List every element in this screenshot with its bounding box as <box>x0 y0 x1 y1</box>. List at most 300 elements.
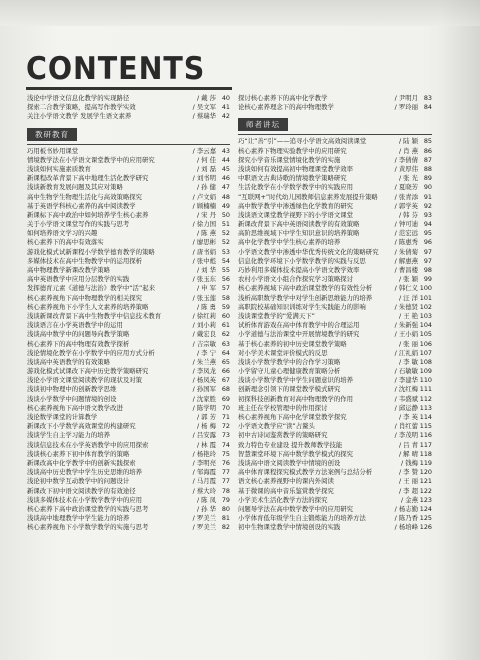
entry-author: / 孙 健 <box>197 183 216 192</box>
entry-page: 115 <box>419 422 432 431</box>
toc-entry <box>238 385 432 394</box>
toc-entry <box>238 441 432 450</box>
entry-page: 57 <box>221 284 230 293</box>
entry-author: / 朱德贤 <box>394 302 418 311</box>
entry-author: / 张中彪 <box>192 256 216 265</box>
entry-page: 110 <box>419 376 432 385</box>
toc-entry <box>238 459 432 468</box>
entry-page: 68 <box>221 385 230 394</box>
entry-page: 60 <box>221 311 230 320</box>
entry-page: 69 <box>221 394 230 403</box>
entry-title: 生活化教学在小学数学教学中的实践应用 <box>238 183 354 192</box>
toc-entry <box>238 174 432 183</box>
entry-page: 96 <box>423 238 432 247</box>
entry-author: / 顾楠楠 <box>192 201 216 210</box>
toc-entry <box>238 431 432 440</box>
entry-page: 50 <box>221 210 230 219</box>
entry-author: / 肖 燕 <box>399 146 418 155</box>
entry-page: 93 <box>423 210 432 219</box>
right-item-list <box>238 137 432 532</box>
toc-entry <box>27 303 230 312</box>
entry-author: / 杨 梅 <box>197 422 216 431</box>
entry-author: / 陈惠秀 <box>394 238 418 247</box>
toc-entry <box>27 321 230 330</box>
entry-title: 探讨核心素养下的高中化学教学 <box>238 94 328 102</box>
entry-author: / 林 霞 <box>197 440 216 449</box>
left-intro-list <box>27 94 230 122</box>
entry-author: / 申 军 <box>197 284 216 293</box>
entry-title: 高阶思维视域下中学生知识意识的培养策略 <box>238 229 360 238</box>
entry-title: 浅谈高中英语教学的有效策略 <box>27 357 111 366</box>
toc-entry <box>238 487 432 496</box>
toc-entry <box>238 496 432 505</box>
entry-author: / 戴 莎 <box>197 94 216 102</box>
entry-title: 语文核心素养视野中的课内外阅读 <box>238 477 334 486</box>
entry-page: 126 <box>419 523 432 532</box>
entry-page: 77 <box>221 477 230 486</box>
contents-header <box>26 51 236 92</box>
entry-author: / 刘 磊 <box>197 164 216 173</box>
entry-page: 66 <box>221 367 230 376</box>
entry-author: / 杨培峰 <box>394 523 418 532</box>
toc-entry <box>27 147 230 156</box>
toc-entry <box>27 284 230 293</box>
toc-entry <box>238 238 432 247</box>
toc-entry <box>27 349 230 358</box>
entry-author: / 吴文军 <box>192 103 216 112</box>
entry-author: / 沈红梅 <box>394 385 418 394</box>
entry-author: / 张玉东 <box>192 275 216 284</box>
page-top-band <box>0 0 480 26</box>
entry-author: / 李倩倩 <box>394 155 418 164</box>
entry-author: / 张 颖 <box>399 275 418 284</box>
entry-title: 小学留守儿童心理健康教育策略分析 <box>238 367 341 376</box>
entry-author: / 陈 凤 <box>197 495 216 504</box>
entry-author: / 解惠燕 <box>394 256 418 265</box>
entry-author: / 石敏敏 <box>394 367 418 376</box>
entry-title: 浅谈初中物理中的创新教学思维 <box>27 385 117 394</box>
entry-author: / 吕安露 <box>192 431 216 440</box>
entry-title: 小学道德与法治课堂中开展情境教学的研究 <box>238 330 360 339</box>
entry-page: 94 <box>423 220 432 229</box>
entry-title: 初中生物课堂教学中情境创设的实践 <box>238 523 341 532</box>
entry-title: 情境教学法在小学语文课堂教学中的应用研究 <box>27 155 155 164</box>
toc-entry <box>27 514 230 523</box>
entry-author: / 李 英 <box>399 413 418 421</box>
entry-page: 75 <box>221 449 230 458</box>
toc-entry <box>27 523 230 532</box>
entry-title: 新课标下高中政治中如何培养学生核心素养 <box>27 210 149 219</box>
entry-title: 基于英语学科核心素养的高中阅读教学 <box>27 201 136 210</box>
toc-entry <box>27 441 230 450</box>
toc-entry <box>27 312 230 321</box>
entry-title: 巧“让”善“引”——追寻小学语文高效阅读课堂 <box>238 137 367 146</box>
entry-title: 信息化教学环境下小学数学教学的实践与反思 <box>238 256 366 265</box>
entry-page: 108 <box>419 357 432 366</box>
entry-page: 106 <box>419 339 432 348</box>
entry-page: 118 <box>419 449 432 458</box>
entry-author: / 戴宏良 <box>192 330 216 339</box>
toc-entry <box>238 183 432 192</box>
entry-page: 100 <box>419 284 432 293</box>
toc-entry <box>238 165 432 174</box>
entry-page: 122 <box>419 486 432 495</box>
entry-author: / 杨志勤 <box>394 504 418 513</box>
entry-page: 64 <box>221 348 230 357</box>
toc-entry <box>238 257 432 266</box>
section-heading-left: 教研教育 <box>27 128 77 141</box>
toc-entry <box>238 248 432 257</box>
entry-title: 浅谈语文课堂教学视野下的小学语文课堂 <box>238 210 354 219</box>
toc-entry <box>238 404 432 413</box>
toc-entry <box>27 248 230 257</box>
entry-author: / 罗美兰 <box>192 514 216 523</box>
entry-author: / 徐红莉 <box>192 311 216 320</box>
entry-title: 浅论数学课堂的计算教学 <box>27 413 98 421</box>
entry-page: 98 <box>423 266 432 274</box>
entry-page: 47 <box>221 183 230 192</box>
entry-author: / 朱新强 <box>394 321 418 330</box>
entry-author: / 唐书娟 <box>192 247 216 256</box>
toc-entry <box>238 275 432 284</box>
entry-title: 核心素养视角下小学生人文素养的培养策略 <box>27 302 149 311</box>
entry-title: 浅谈高中地理教学中学生能力的培养 <box>27 514 130 523</box>
entry-page: 97 <box>423 256 432 265</box>
entry-page: 112 <box>419 394 432 403</box>
entry-title: 高中化学教学中学生核心素养的培养 <box>238 238 341 247</box>
entry-title: 浅谈小学数学中问题情境的创设 <box>27 394 117 403</box>
entry-author: / 夏晓芳 <box>394 183 418 192</box>
toc-entry <box>238 229 432 238</box>
entry-page: 45 <box>221 164 230 173</box>
entry-author: / 韩 芬 <box>399 210 418 219</box>
entry-title: 基于微课的高中音乐鉴赏教学探究 <box>238 486 334 495</box>
entry-author: / 金燕 <box>401 495 418 504</box>
entry-page: 73 <box>221 431 230 440</box>
entry-page: 55 <box>221 266 230 274</box>
entry-page: 52 <box>221 238 230 247</box>
entry-title: 浅谈语言在小学英语教学中的运用 <box>27 321 123 330</box>
entry-title: 浅谈高中数学中的问题导向教学策略 <box>27 330 130 339</box>
toc-entry <box>238 413 432 422</box>
entry-page: 104 <box>419 321 432 330</box>
entry-author: / 陈乃香 <box>394 514 418 523</box>
entry-title: 浅谈学生自主学习能力的培养 <box>27 431 111 440</box>
entry-page: 102 <box>419 302 432 311</box>
entry-page: 81 <box>221 514 230 523</box>
entry-title: 新课改下初中语文阅读教学的有效途径 <box>27 486 136 495</box>
page-title: CONTENTS <box>26 51 206 87</box>
entry-title: 小学语文教学应“读”占鳌头 <box>238 422 315 431</box>
entry-author: / 李茂明 <box>394 431 418 440</box>
entry-title: 小学语文教学中渗透中华优秀传统文化的策略研究 <box>238 247 379 256</box>
toc-entry <box>27 174 230 183</box>
entry-title: 高中物理教学新课改教学策略 <box>27 266 111 274</box>
title-underline <box>26 87 232 90</box>
right-intro-list <box>238 94 432 112</box>
toc-entry <box>27 404 230 413</box>
entry-title: 浅谈高中语文阅读教学中情境的创设 <box>238 458 341 467</box>
toc-entry <box>27 275 230 284</box>
section-rule-left <box>27 144 230 145</box>
entry-author: / 朱兰燕 <box>192 357 216 366</box>
entry-page: 76 <box>221 458 230 467</box>
entry-page: 61 <box>221 321 230 330</box>
entry-title: 浅论中学语文信息化教学的实现路径 <box>27 94 130 102</box>
toc-entry <box>238 395 432 404</box>
entry-page: 67 <box>221 376 230 385</box>
entry-author: / 刘小莉 <box>192 321 216 330</box>
entry-author: / 李 赞 <box>399 468 418 477</box>
entry-page: 42 <box>221 112 230 121</box>
entry-page: 48 <box>221 192 230 201</box>
entry-title: 浅谈如何实施素质教育 <box>27 164 91 173</box>
entry-author: / 陈 燕 <box>197 229 216 238</box>
entry-title: 浅论初中数学互动教学中的问题设计 <box>27 477 130 486</box>
toc-entry <box>27 413 230 422</box>
entry-page: 91 <box>423 192 432 201</box>
toc-entry <box>27 367 230 376</box>
entry-page: 116 <box>419 431 432 440</box>
toc-entry <box>238 103 432 112</box>
entry-page: 120 <box>419 468 432 477</box>
left-item-list <box>27 147 230 533</box>
entry-author: / 蔡大玲 <box>192 486 216 495</box>
entry-author: / 刘书明 <box>192 174 216 183</box>
entry-author: / 吉宗敏 <box>192 339 216 348</box>
entry-author: / 李 超 <box>399 486 418 495</box>
toc-entry <box>27 468 230 477</box>
entry-author: / 尹明月 <box>394 94 418 102</box>
toc-entry <box>238 358 432 367</box>
entry-title: 初中古诗词鉴赏教学的策略研究 <box>238 431 328 440</box>
entry-title: 小学体育低年级学生自主锻炼能力的培养方法 <box>238 514 366 523</box>
entry-author: / 郭学英 <box>394 201 418 210</box>
entry-title: 关注小学语文教学 发展学生语文素养 <box>27 112 132 121</box>
entry-title: 浅论小学语文课堂阅读教学的现状及对策 <box>27 376 143 385</box>
toc-entry <box>238 477 432 486</box>
entry-page: 90 <box>423 183 432 192</box>
toc-entry <box>238 422 432 431</box>
entry-author: / 李 宁 <box>197 348 216 357</box>
entry-author: / 杨艳玲 <box>192 449 216 458</box>
entry-author: / 陆 颖 <box>399 137 418 146</box>
entry-page: 97 <box>423 247 432 256</box>
entry-page: 99 <box>423 275 432 284</box>
entry-page: 114 <box>419 413 432 421</box>
entry-title: 浅谈高中历史教学中学生历史思维的培养 <box>27 468 143 477</box>
entry-title: 基于核心素养的初中历史课堂教学策略 <box>238 339 347 348</box>
entry-author: / 解 晴 <box>399 449 418 458</box>
entry-title: 中职语文古典诗歌的情境教学策略研究 <box>238 174 347 183</box>
toc-entry <box>238 367 432 376</box>
entry-title: 如何培养语文学习的兴趣 <box>27 229 98 238</box>
entry-page: 82 <box>221 523 230 532</box>
entry-page: 85 <box>423 137 432 146</box>
entry-page: 46 <box>221 174 230 183</box>
entry-author: / 张青添 <box>394 192 418 201</box>
toc-entry <box>27 376 230 385</box>
entry-title: 核心素养视角下高中语文教学改进 <box>27 403 123 412</box>
entry-author: / 何 佳 <box>197 155 216 164</box>
entry-title: 新课程改革背景下高中地理生活化教学研究 <box>27 174 149 183</box>
toc-entry <box>27 156 230 165</box>
toc-entry <box>238 340 432 349</box>
toc-entry <box>238 312 432 321</box>
toc-entry <box>238 376 432 385</box>
entry-author: / 孙国军 <box>192 385 216 394</box>
entry-author: / 宋 丹 <box>197 210 216 219</box>
entry-title: 农村小学语文小组合作探究学习策略探讨 <box>238 275 354 284</box>
entry-title: 核心素养下高中政治课堂教学的实践与思考 <box>27 504 149 513</box>
entry-page: 109 <box>419 367 432 376</box>
entry-page: 53 <box>221 247 230 256</box>
toc-entry <box>27 431 230 440</box>
toc-entry <box>27 165 230 174</box>
entry-title: 新课改高中化学教学中的创新实践探索 <box>27 458 136 467</box>
toc-entry <box>238 505 432 514</box>
entry-page: 70 <box>221 403 230 412</box>
entry-page: 107 <box>419 348 432 357</box>
entry-title: 浅谈如何有效提高初中物理课堂教学效率 <box>238 164 354 173</box>
entry-page: 101 <box>419 293 432 302</box>
entry-page: 123 <box>419 495 432 504</box>
entry-author: / 杨凤英 <box>192 376 216 385</box>
entry-author: / 曹昌楼 <box>394 266 418 274</box>
entry-author: / 徐力国 <box>192 220 216 229</box>
toc-entry <box>238 147 432 156</box>
entry-page: 111 <box>419 385 432 394</box>
toc-entry <box>238 211 432 220</box>
toc-entry <box>238 514 432 523</box>
toc-entry <box>27 266 230 275</box>
toc-entry <box>238 349 432 358</box>
toc-entry <box>238 266 432 275</box>
entry-author: / 汪 洋 <box>399 293 418 302</box>
right-column <box>238 94 432 532</box>
entry-author: / 王小娟 <box>394 330 418 339</box>
toc-entry <box>27 112 230 121</box>
entry-title: 探索二合教学策略，提高写作教学实效 <box>27 103 136 112</box>
entry-author: / 蔡瑞华 <box>192 112 216 121</box>
toc-entry <box>238 94 432 103</box>
toc-entry <box>27 94 230 103</box>
entry-title: 核心素养视角下高中化学课堂教学探究 <box>238 413 347 421</box>
entry-page: 117 <box>419 440 432 449</box>
toc-entry <box>27 496 230 505</box>
toc-entry <box>238 220 432 229</box>
entry-author: / 陈学明 <box>192 403 216 412</box>
toc-entry <box>27 450 230 459</box>
entry-author: / 黄厚伟 <box>394 164 418 173</box>
entry-title: 游戏化模式试课改下高中历史教学策略研究 <box>27 367 149 376</box>
toc-entry <box>238 202 432 211</box>
entry-title: 高中数学教学中渗透绿色化学教育的研究 <box>238 201 354 210</box>
entry-title: 浅论情境化教学在小学数学中的应用方式分析 <box>27 348 155 357</box>
entry-page: 77 <box>221 468 230 477</box>
toc-entry <box>27 487 230 496</box>
entry-author: / 张玉莲 <box>192 293 216 302</box>
entry-page: 59 <box>221 302 230 311</box>
toc-entry <box>238 137 432 146</box>
entry-page: 88 <box>423 164 432 173</box>
entry-page: 87 <box>423 155 432 164</box>
entry-author: / 罗玲丽 <box>394 103 418 112</box>
entry-author: / 韦盛斌 <box>394 394 418 403</box>
entry-title: 探究小学音乐课堂情境化教学的实施 <box>238 155 341 164</box>
entry-author: / 张 丽 <box>399 339 418 348</box>
entry-page: 41 <box>221 103 230 112</box>
entry-page: 121 <box>419 477 432 486</box>
entry-page: 103 <box>419 311 432 320</box>
entry-title: 核心素养下物理实验教学中的应用研究 <box>238 146 347 155</box>
entry-title: 核心素养下的高中有效落实 <box>27 238 104 247</box>
entry-title: “互联网+”时代幼儿园教师信息素养发展提升策略 <box>238 192 378 201</box>
entry-page: 79 <box>221 495 230 504</box>
entry-page: 71 <box>221 413 230 421</box>
entry-title: 高中体育课程探究模式教学方法案例与总结分析 <box>238 468 373 477</box>
entry-page: 78 <box>221 486 230 495</box>
toc-entry <box>27 183 230 192</box>
entry-title: 核心素养视角下小学数学教学的实施与思考 <box>27 523 149 532</box>
entry-page: 105 <box>419 330 432 339</box>
toc-entry <box>27 385 230 394</box>
entry-author: / 孙 华 <box>197 504 216 513</box>
entry-author: / 李凤龙 <box>192 367 216 376</box>
entry-page: 125 <box>419 514 432 523</box>
entry-page: 65 <box>221 357 230 366</box>
entry-author: / 刘 华 <box>197 266 216 274</box>
toc-entry <box>238 303 432 312</box>
entry-page: 62 <box>221 330 230 339</box>
entry-title: 核心素养下的高中物理有效教学探析 <box>27 339 130 348</box>
entry-title: 核心素养视域下高中政治课堂教学的有效性分析 <box>238 284 373 293</box>
entry-author: / 范宏远 <box>394 229 418 238</box>
entry-page: 72 <box>221 422 230 431</box>
entry-author: / 罗美兰 <box>192 523 216 532</box>
section-heading-right: 师者讲坛 <box>238 118 288 131</box>
toc-entry <box>238 468 432 477</box>
toc-entry <box>27 103 230 112</box>
entry-title: 高职院校基础知识训练对学生实践能力的影响 <box>238 302 366 311</box>
entry-title: 浅析高职数学教学中对学生创新思维能力的培养 <box>238 293 373 302</box>
entry-page: 54 <box>221 256 230 265</box>
entry-author: / 肖红蕾 <box>394 422 418 431</box>
entry-page: 84 <box>423 103 432 112</box>
entry-title: 游戏化模式试新课程小学数学德育教学的策略 <box>27 247 155 256</box>
entry-page: 44 <box>221 155 230 164</box>
toc-entry <box>238 193 432 202</box>
entry-author: / 李明亮 <box>192 458 216 467</box>
entry-title: 新课改背景下高中英语阅读教学的有效策略 <box>238 220 360 229</box>
toc-entry <box>27 238 230 247</box>
entry-page: 63 <box>221 339 230 348</box>
entry-title: 核心素养视角下高中物理教学的相关探究 <box>27 293 143 302</box>
entry-author: / 王 丽 <box>399 477 418 486</box>
toc-entry <box>238 156 432 165</box>
entry-title: 巧用板书妙用课堂 <box>27 146 79 155</box>
toc-entry <box>27 257 230 266</box>
entry-author: / 王 艳 <box>399 311 418 320</box>
toc-entry <box>27 193 230 202</box>
entry-title: 试析体育游戏在高中体育教学中的合理运用 <box>238 321 360 330</box>
entry-title: 浅谈信息技术在小学英语教学中的应用探索 <box>27 440 149 449</box>
entry-title: 智慧课堂环境下高中数学教学模式的探究 <box>238 449 354 458</box>
entry-title: 浅谈核心素养下初中体育教学的策略 <box>27 449 130 458</box>
entry-title: 初探科技创新教育对高中物理教学的作用 <box>238 394 354 403</box>
entry-page: 43 <box>221 146 230 155</box>
entry-author: / 邱运静 <box>394 403 418 412</box>
